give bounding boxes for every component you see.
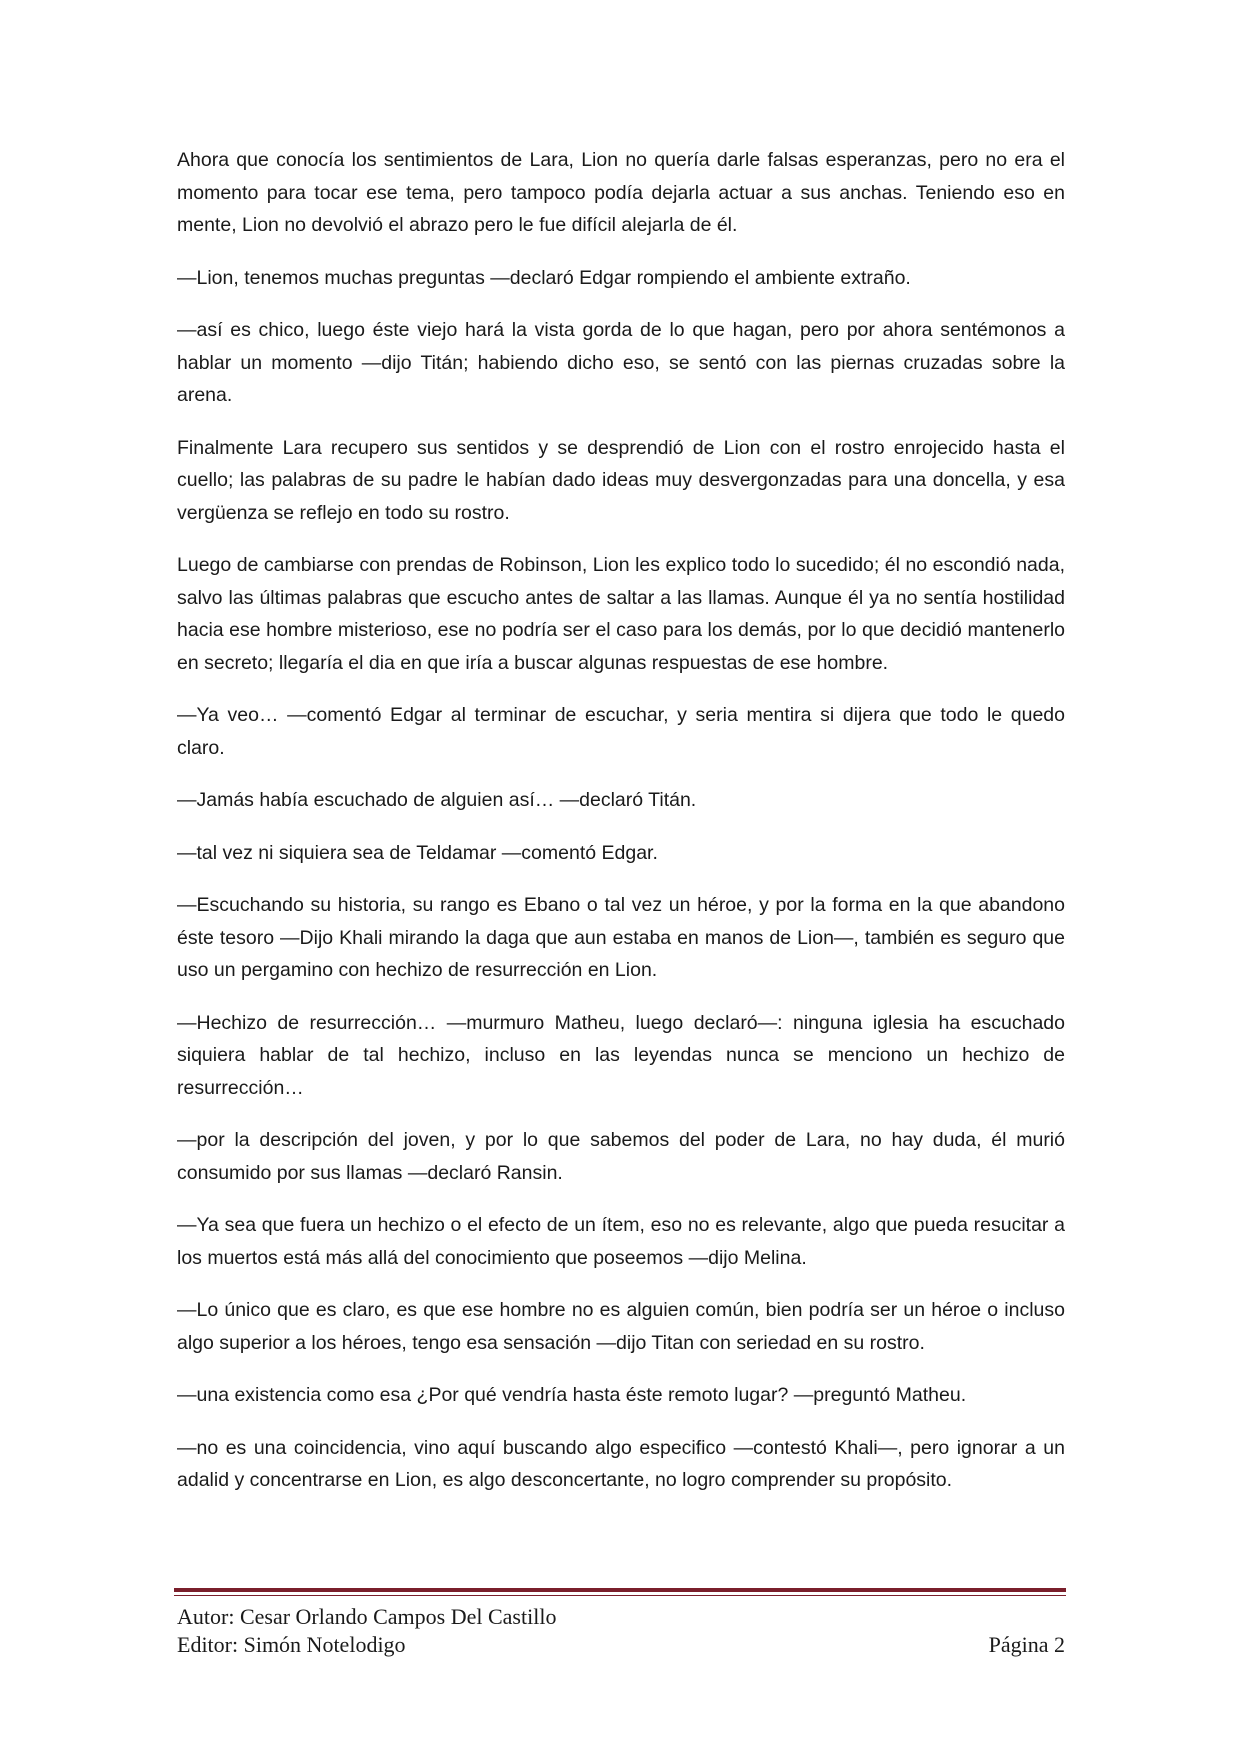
paragraph: —Jamás había escuchado de alguien así… —declaró Titán. bbox=[177, 789, 697, 811]
paragraph: —Ya veo… —comentó Edgar al terminar de escuchar, y seria mentira si dijera que todo le quedo claro. bbox=[177, 704, 1065, 759]
body-text bbox=[177, 144, 1065, 1517]
page-footer bbox=[177, 1603, 1065, 1659]
paragraph: Finalmente Lara recupero sus sentidos y se desprendió de Lion con el rostro enrojecido hasta el cuello; las palabras de su padre le habían dado ideas muy desvergonzadas para una doncella, y esa vergüenza se reflejo en todo su rostro. bbox=[177, 436, 1065, 524]
paragraph: Luego de cambiarse con prendas de Robinson, Lion les explico todo lo sucedido; él no escondió nada, salvo las últimas palabras que escucho antes de saltar a las llamas. Aunque él ya no sentía hostilidad hacia ese hombre misterioso, ese no podría ser el caso para los demás, por lo que decidió mantenerlo en secreto; llegaría el dia en que iría a buscar algunas respuestas de ese hombre. bbox=[177, 554, 1065, 674]
paragraph: —por la descripción del joven, y por lo que sabemos del poder de Lara, no hay duda, él murió consumido por sus llamas —declaró Ransin. bbox=[177, 1129, 1065, 1184]
paragraph: —Escuchando su historia, su rango es Ebano o tal vez un héroe, y por la forma en la que abandono éste tesoro —Dijo Khali mirando la daga que aun estaba en manos de Lion—, también es seguro que uso un pergamino con hechizo de resurrección en Lion. bbox=[177, 894, 1065, 981]
paragraph: —Lo único que es claro, es que ese hombre no es alguien común, bien podría ser un héroe o incluso algo superior a los héroes, tengo esa sensación —dijo Titan con seriedad en su rostro. bbox=[177, 1299, 1065, 1354]
paragraph: —Hechizo de resurrección… —murmuro Matheu, luego declaró—: ninguna iglesia ha escuchado siquiera hablar de tal hechizo, incluso en las leyendas nunca se menciono un hechizo de resurrección… bbox=[177, 1011, 1065, 1099]
paragraph: —Ya sea que fuera un hechizo o el efecto de un ítem, eso no es relevante, algo que pueda resucitar a los muertos está más allá del conocimiento que poseemos —dijo Melina. bbox=[177, 1214, 1065, 1269]
page-number: Página 2 bbox=[988, 1632, 1065, 1657]
paragraph: —no es una coincidencia, vino aquí buscando algo especifico —contestó Khali—, pero ignorar a un adalid y concentrarse en Lion, es algo desconcertante, no logro comprender su propósito. bbox=[177, 1436, 1065, 1491]
footer-editor: Editor: Simón Notelodigo bbox=[177, 1632, 406, 1657]
paragraph: Ahora que conocía los sentimientos de Lara, Lion no quería darle falsas esperanzas, pero no era el momento para tocar ese tema, pero tampoco podía dejarla actuar a sus anchas. Teniendo eso en mente, Lion no devolvió el abrazo pero le fue difícil alejarla de él. bbox=[177, 149, 1065, 236]
footer-divider-thin bbox=[174, 1595, 1066, 1596]
paragraph: —una existencia como esa ¿Por qué vendría hasta éste remoto lugar? —preguntó Matheu. bbox=[177, 1384, 967, 1406]
paragraph: —Lion, tenemos muchas preguntas —declaró Edgar rompiendo el ambiente extraño. bbox=[177, 266, 911, 289]
paragraph: —así es chico, luego éste viejo hará la vista gorda de lo que hagan, pero por ahora sentémonos a hablar un momento —dijo Titán; habiendo dicho eso, se sentó con las piernas cruzadas sobre la arena. bbox=[177, 319, 1065, 406]
footer-divider bbox=[174, 1588, 1066, 1596]
footer-author: Autor: Cesar Orlando Campos Del Castillo bbox=[177, 1604, 557, 1629]
paragraph: —tal vez ni siquiera sea de Teldamar —comentó Edgar. bbox=[177, 841, 658, 864]
